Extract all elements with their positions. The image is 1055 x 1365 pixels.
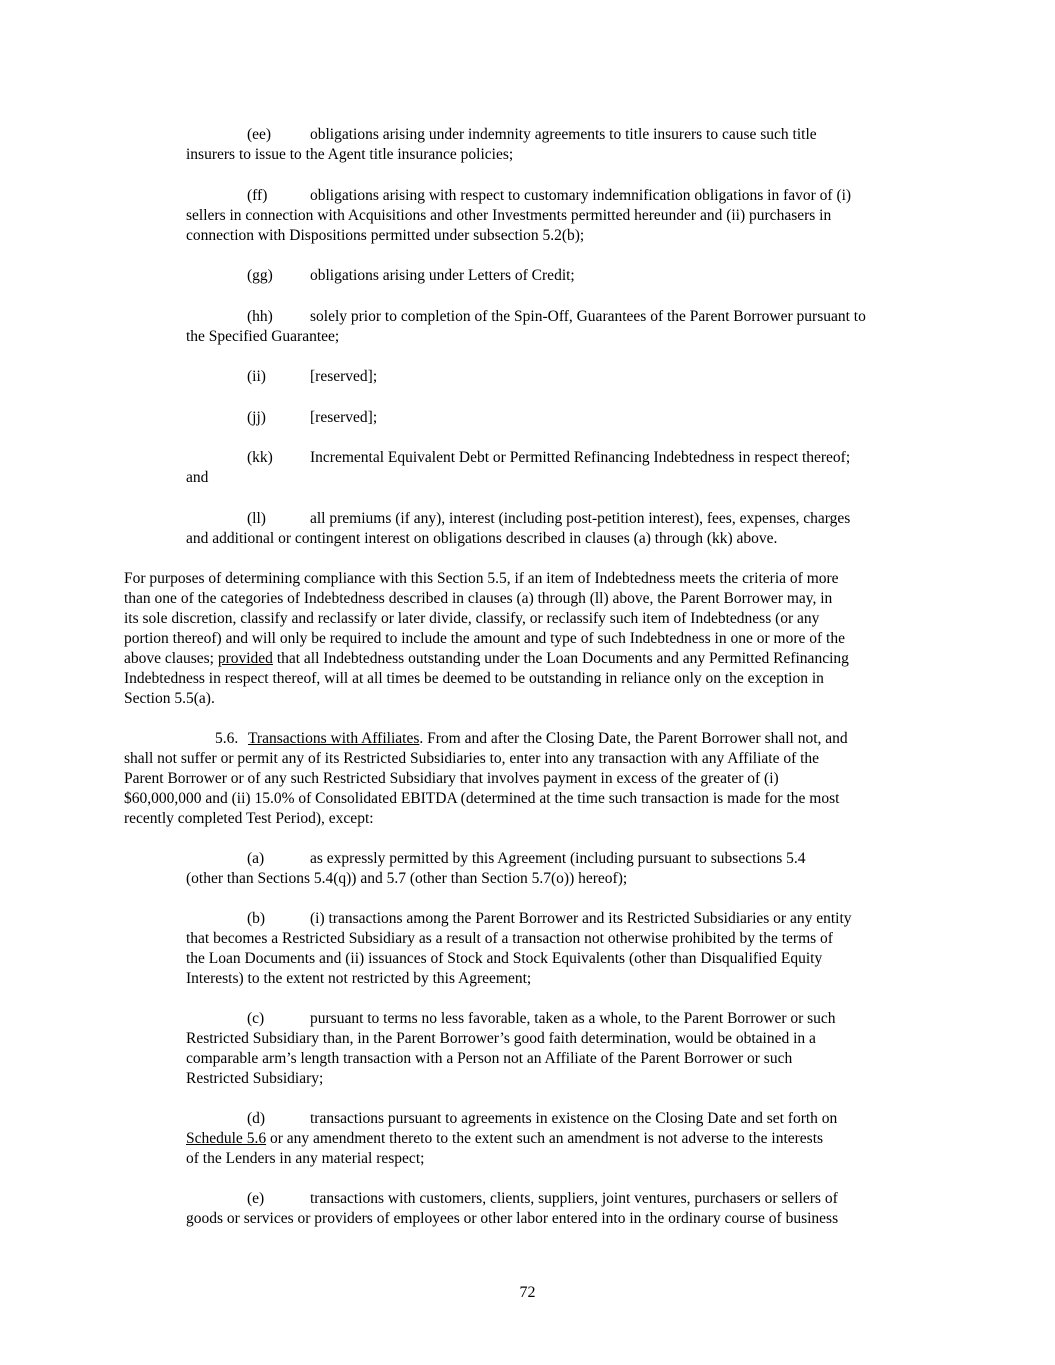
clause-gg (186, 266, 575, 286)
clause-text: and (186, 469, 209, 486)
clause-text: insurers to issue to the Agent title insurance policies; (186, 146, 514, 163)
clause-label: (c) (247, 1010, 265, 1027)
clause-text: Restricted Subsidiary than, in the Parent Borrower’s good faith determination, would be obtained in a (186, 1030, 816, 1047)
section-heading: Transactions with Affiliates (248, 730, 420, 747)
clause-label: (ll) (247, 510, 266, 527)
clause-hh (186, 307, 866, 347)
clause-ee (186, 125, 817, 165)
clause-kk (186, 448, 850, 488)
subclause-d (186, 1109, 837, 1169)
section-number: 5.6. (215, 730, 239, 747)
paragraph-line: recently completed Test Period), except: (124, 810, 374, 827)
subclause-e (186, 1189, 838, 1229)
clause-text: obligations arising under indemnity agreements to title insurers to cause such title (310, 126, 817, 143)
clause-text: and additional or contingent interest on obligations described in clauses (a) through (kk) above. (186, 530, 778, 547)
paragraph-line: Section 5.5(a). (124, 690, 215, 707)
clause-ii (186, 367, 377, 387)
paragraph-line: $60,000,000 and (ii) 15.0% of Consolidated EBITDA (determined at the time such transaction is made for the most (124, 790, 840, 807)
clause-text: that becomes a Restricted Subsidiary as a result of a transaction not otherwise prohibited by the terms of (186, 930, 833, 947)
clause-text: pursuant to terms no less favorable, taken as a whole, to the Parent Borrower or such (310, 1010, 836, 1027)
clause-text: connection with Dispositions permitted under subsection 5.2(b); (186, 227, 585, 244)
clause-label: (a) (247, 850, 265, 867)
clause-label: (ii) (247, 368, 266, 385)
clause-text: sellers in connection with Acquisitions and other Investments permitted hereunder and (ii) purchasers in (186, 207, 832, 224)
clause-ff (186, 186, 851, 246)
paragraph-line: Indebtedness in respect thereof, will at all times be deemed to be outstanding in reliance only on the exception in (124, 670, 824, 687)
clause-label: (gg) (247, 267, 273, 284)
provided-term: provided (217, 650, 273, 667)
clause-label: (jj) (247, 409, 266, 426)
clause-text: goods or services or providers of employees or other labor entered into in the ordinary course of business (186, 1210, 839, 1227)
clause-label: (hh) (247, 308, 273, 325)
paragraph-line: its sole discretion, classify and reclassify or later divide, classify, or reclassify such item of Indebtedness (or any (124, 610, 820, 627)
subclause-c (186, 1009, 836, 1089)
clause-label: (e) (247, 1190, 265, 1207)
clause-label: (ee) (247, 126, 272, 143)
clause-text: [reserved]; (310, 409, 378, 426)
section-5-6 (124, 729, 848, 829)
purposes-paragraph (124, 569, 849, 709)
clause-label: (kk) (247, 449, 273, 466)
clause-text: the Specified Guarantee; (186, 328, 340, 345)
clause-ll (186, 509, 850, 549)
paragraph-line: than one of the categories of Indebtedness described in clauses (a) through (ll) above, the Parent Borrower may, in (124, 590, 833, 607)
clause-text: or any amendment thereto to the extent such an amendment is not adverse to the interests (266, 1130, 824, 1147)
paragraph-line: shall not suffer or permit any of its Restricted Subsidiaries to, enter into any transaction with any Affiliate of the (124, 750, 820, 767)
clause-text: comparable arm’s length transaction with a Person not an Affiliate of the Parent Borrower or such (186, 1050, 793, 1067)
clause-text: (other than Sections 5.4(q)) and 5.7 (other than Section 5.7(o)) hereof); (186, 870, 628, 887)
clause-text: all premiums (if any), interest (including post-petition interest), fees, expenses, charges (310, 510, 851, 527)
clause-text: Incremental Equivalent Debt or Permitted Refinancing Indebtedness in respect thereof; (310, 449, 851, 466)
clause-text: Restricted Subsidiary; (186, 1070, 324, 1087)
clause-text: obligations arising with respect to customary indemnification obligations in favor of (i) (310, 187, 852, 204)
subclause-a (186, 849, 806, 889)
page-number: 72 (519, 1284, 536, 1301)
clause-text: obligations arising under Letters of Credit; (310, 267, 575, 284)
paragraph-line: portion thereof) and will only be required to include the amount and type of such Indebtedness in one or more of the (124, 630, 845, 647)
clause-label: (ff) (247, 187, 268, 204)
clause-text: as expressly permitted by this Agreement (including pursuant to subsections 5.4 (310, 850, 806, 867)
clause-label: (d) (247, 1110, 266, 1127)
paragraph-text: . From and after the Closing Date, the Parent Borrower shall not, and (419, 730, 848, 747)
subclause-b (186, 909, 852, 989)
paragraph-text: that all Indebtedness outstanding under the Loan Documents and any Permitted Refinancing (272, 650, 849, 667)
clause-text: transactions with customers, clients, suppliers, joint ventures, purchasers or sellers of (310, 1190, 838, 1207)
clause-label: (b) (247, 910, 266, 927)
clause-text: Interests) to the extent not restricted by this Agreement; (186, 970, 532, 987)
clause-text: [reserved]; (310, 368, 378, 385)
paragraph-line: Parent Borrower or of any such Restricted Subsidiary that involves payment in excess of the greater of (i) (124, 770, 779, 787)
clause-text: of the Lenders in any material respect; (186, 1150, 425, 1167)
clause-text: solely prior to completion of the Spin-Off, Guarantees of the Parent Borrower pursuant to (310, 308, 866, 325)
clause-jj (186, 408, 377, 428)
clause-text: transactions pursuant to agreements in existence on the Closing Date and set forth on (310, 1110, 838, 1127)
clause-text: the Loan Documents and (ii) issuances of Stock and Stock Equivalents (other than Disqualified Equity (186, 950, 823, 967)
paragraph-text: above clauses; (124, 650, 218, 667)
paragraph-line: For purposes of determining compliance with this Section 5.5, if an item of Indebtedness meets the criteria of more (124, 570, 839, 587)
schedule-reference: Schedule 5.6 (186, 1130, 267, 1147)
clause-text: (i) transactions among the Parent Borrower and its Restricted Subsidiaries or any entity (310, 910, 852, 927)
